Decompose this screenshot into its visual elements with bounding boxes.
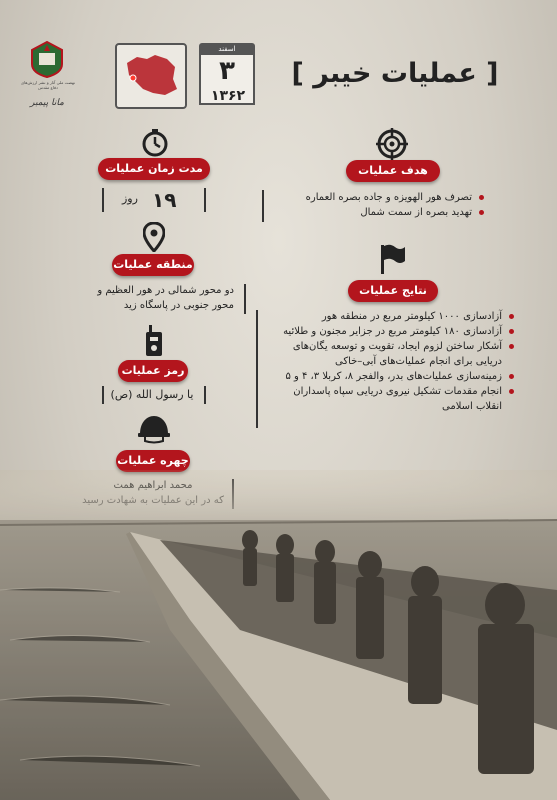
logo-caption: نهضت ملی آثار و نشر ارزش‌های دفاع مقدس	[20, 80, 76, 90]
result-item: آزادسازی ۱۸۰ کیلومتر مربع در جزایر مجنون و طلائیه	[266, 324, 514, 339]
area-text	[72, 283, 234, 313]
result-item: انجام مقدمات تشکیل نیروی دریایی سپاه پاسداران انقلاب اسلامی	[266, 384, 514, 414]
emblem-logo	[28, 40, 66, 78]
area-label: منطقه عملیات	[112, 254, 194, 276]
radio-icon	[142, 324, 166, 362]
results-list	[266, 309, 514, 414]
flag-icon	[380, 244, 406, 278]
duration-value-box	[118, 188, 190, 214]
divider	[244, 284, 246, 314]
area-line: محور جنوبی در پاسگاه زید	[123, 300, 234, 311]
goal-label: هدف عملیات	[346, 160, 440, 182]
goal-item: تهدید بصره از سمت شمال	[272, 205, 484, 220]
duration-value: ۱۹	[152, 188, 177, 212]
divider	[204, 188, 206, 212]
area-line: دو محور شمالی در هور العظیم و	[97, 285, 234, 296]
divider	[256, 310, 258, 428]
duration-unit: روز	[122, 192, 138, 205]
iran-map-icon	[115, 43, 187, 109]
calendar-year: ۱۳۶۲	[210, 88, 246, 104]
goal-item: تصرف هور الهویزه و جاده بصره العماره	[272, 190, 484, 205]
code-label: رمز عملیات	[118, 360, 188, 382]
duration-label: مدت زمان عملیات	[98, 158, 210, 180]
calendar-month: اسفند	[199, 43, 255, 55]
result-item: آزادسازی ۱۰۰۰ کیلومتر مربع در منطقه هور	[266, 309, 514, 324]
soldiers-on-pier-photo	[0, 470, 557, 800]
page-title: [ عملیات خیبر ]	[291, 58, 499, 89]
figure-label: چهره عملیات	[116, 450, 190, 472]
calendar-day: ۳	[219, 56, 235, 86]
result-item: آشکار ساختن لزوم ایجاد، تقویت و توسعه یگان‌های دریایی برای انجام عملیات‌های آبی–خاکی	[266, 339, 514, 369]
divider	[204, 386, 206, 404]
map-pin-icon	[143, 222, 165, 256]
target-icon	[376, 128, 408, 164]
helmet-icon	[137, 414, 171, 448]
goal-list	[272, 190, 484, 220]
result-item: زمینه‌سازی عملیات‌های بدر، والفجر ۸، کربلا ۳، ۴ و ۵	[266, 369, 514, 384]
results-label: نتایج عملیات	[348, 280, 438, 302]
logo-signature: مانا پیمبر	[30, 98, 64, 108]
stopwatch-icon	[140, 128, 170, 162]
divider	[102, 386, 104, 404]
code-value: یا رسول الله (ص)	[110, 388, 194, 401]
divider	[262, 190, 264, 222]
divider	[102, 188, 104, 212]
